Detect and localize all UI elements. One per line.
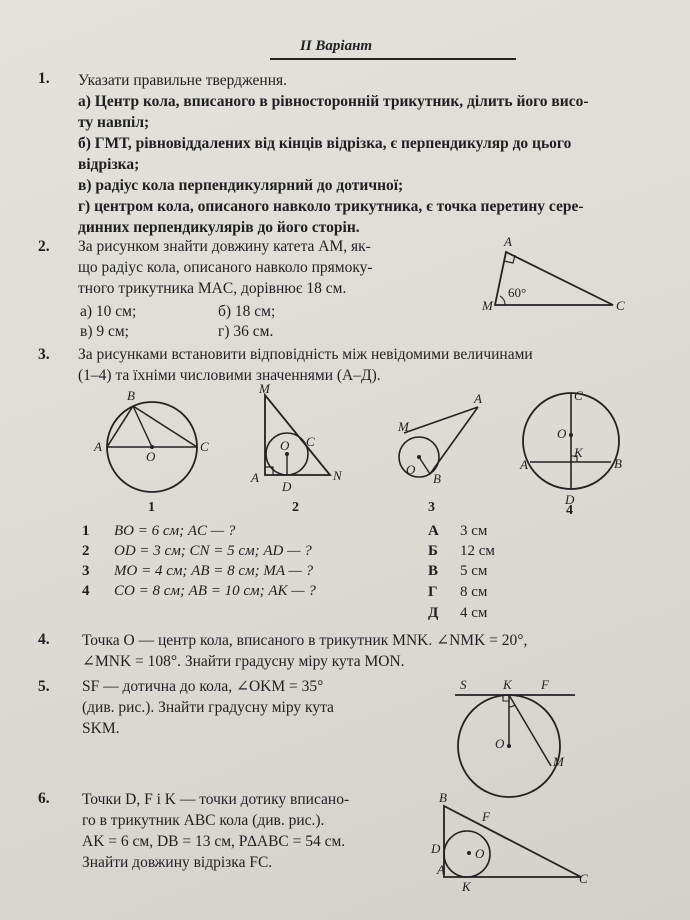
match-row: [82, 583, 316, 600]
label-m: M: [553, 754, 564, 769]
option-row: [428, 605, 487, 622]
task-1-line: б) ГМТ, рівновіддалених від кінців відрізка, є перпендикуляр до цього: [78, 135, 572, 152]
label-c: C: [579, 871, 588, 886]
task-6-number: 6.: [38, 790, 50, 807]
match-row-condition: CO = 8 см; AB = 10 см; AK — ?: [114, 583, 316, 599]
label-b: B: [127, 388, 135, 403]
task-3-figure-4: [510, 380, 635, 505]
match-row: [82, 563, 313, 580]
label-d: D: [565, 492, 575, 505]
label-n: N: [333, 468, 342, 483]
match-row: [82, 523, 235, 540]
label-a: A: [504, 234, 512, 249]
task-3-line: За рисунками встановити відповідність між невідомими величинами: [78, 346, 533, 363]
label-b: B: [439, 790, 447, 805]
task-6-line: Знайти довжину відрізка FC.: [82, 854, 273, 871]
task-2-line: що радіус кола, описаного навколо прямоку-: [78, 259, 373, 276]
chord-ba: [107, 406, 133, 447]
task-1-text: [78, 70, 643, 238]
task-5-line: SF — дотична до кола, ∠OKM = 35°: [82, 678, 324, 695]
task-2-line: тного трикутника MAC, дорівнює 18 см.: [78, 280, 347, 297]
label-f: F: [482, 809, 490, 824]
option-value: 4 см: [460, 605, 488, 621]
task-2-figure: [450, 228, 630, 318]
label-a: A: [474, 391, 482, 406]
option-key: Г: [428, 584, 438, 600]
task-2-answer-d: г) 36 см.: [218, 323, 274, 340]
label-c: C: [306, 434, 315, 449]
label-o: O: [146, 449, 156, 464]
match-row-key: 4: [82, 583, 90, 599]
center-point: [417, 455, 421, 459]
label-m: M: [398, 419, 409, 434]
task-5-line: (див. рис.). Знайти градусну міру кута: [82, 699, 334, 716]
chord-km: [509, 695, 551, 766]
task-6-line: Точки D, F і K — точки дотику вписано-: [82, 791, 350, 808]
task-4-text: [82, 630, 642, 672]
label-o: O: [280, 438, 290, 453]
match-row-condition: BO = 6 см; AC — ?: [114, 523, 236, 539]
option-row: [428, 523, 487, 540]
task-5-line: SKM.: [82, 720, 120, 737]
label-m: M: [482, 298, 493, 313]
task-2-text: [78, 236, 438, 299]
task-2-answer-b: б) 18 см;: [218, 303, 276, 320]
center-point: [467, 851, 471, 855]
task-5-number: 5.: [38, 678, 50, 695]
label-c: C: [200, 439, 209, 454]
task-4-line: ∠MNK = 108°. Знайти градусну міру кута MON.: [82, 653, 405, 670]
task-1-line: відрізка;: [78, 156, 140, 173]
figure-3-caption: 3: [428, 500, 435, 515]
task-3-number: 3.: [38, 346, 50, 363]
task-4-line: Точка O — центр кола, вписаного в трикутник MNK. ∠NMK = 20°,: [82, 632, 528, 649]
center-point: [507, 744, 511, 748]
label-c: C: [574, 388, 583, 403]
task-4-number: 4.: [38, 631, 50, 648]
label-m: M: [259, 382, 270, 396]
triangle-abc: [444, 806, 581, 877]
label-o: O: [406, 462, 416, 477]
label-a: A: [437, 862, 445, 877]
option-row: [428, 584, 487, 601]
option-value: 5 см: [460, 563, 488, 579]
label-k: K: [574, 445, 583, 460]
option-row: [428, 563, 487, 580]
option-value: 12 см: [460, 543, 495, 559]
figure-1-caption: 1: [148, 500, 155, 515]
label-o: O: [475, 846, 485, 861]
task-1-line: ту навпіл;: [78, 114, 150, 131]
match-row-key: 1: [82, 523, 90, 539]
match-row-key: 3: [82, 563, 90, 579]
task-1-line: г) центром кола, описаного навколо трикутника, є точка перетину сере-: [78, 198, 584, 215]
angle-label: 60°: [508, 285, 527, 300]
match-row-condition: OD = 3 см; CN = 5 см; AD — ?: [114, 543, 312, 559]
task-6-line: AK = 6 см, DB = 13 см, P∆ABC = 54 см.: [82, 833, 346, 850]
radius-ob: [419, 457, 430, 474]
tangent-ab: [430, 407, 478, 474]
angle-arc: [509, 705, 515, 707]
center-point: [569, 433, 573, 437]
option-key: А: [428, 523, 439, 539]
option-value: 3 см: [460, 523, 488, 539]
match-row-condition: MO = 4 см; AB = 8 см; MA — ?: [114, 563, 314, 579]
task-3-figure-1: [90, 385, 220, 505]
label-d: D: [431, 841, 441, 856]
tangent-ma: [404, 407, 478, 433]
figure-2-caption: 2: [292, 500, 299, 515]
task-2-line: За рисунком знайти довжину катета AM, як-: [78, 238, 371, 255]
label-f: F: [541, 677, 549, 692]
task-3-line: (1–4) та їхніми числовими значеннями (А–Д).: [78, 367, 381, 384]
task-1-line: в) радіус кола перпендикулярний до дотичної;: [78, 177, 404, 194]
task-1-line: динних перпендикулярів до його сторін.: [78, 219, 360, 236]
option-key: Б: [428, 543, 438, 559]
task-1-number: 1.: [38, 70, 50, 87]
option-key: Д: [428, 605, 439, 621]
option-row: [428, 543, 495, 560]
label-d: D: [282, 479, 292, 494]
label-k: K: [503, 677, 512, 692]
angle-arc: [500, 296, 505, 305]
task-2-answer-a: а) 10 см;: [80, 303, 137, 320]
label-b: B: [433, 471, 441, 486]
match-row-key: 2: [82, 543, 90, 559]
label-s: S: [460, 677, 467, 692]
task-2-number: 2.: [38, 238, 50, 255]
option-value: 8 см: [460, 584, 488, 600]
label-a: A: [520, 457, 528, 472]
task-2-answer-c: в) 9 см;: [80, 323, 129, 340]
task-6-line: го в трикутник ABC кола (див. рис.).: [82, 812, 325, 829]
title-underline: [270, 58, 516, 60]
task-6-figure: [422, 790, 602, 900]
label-a: A: [94, 439, 102, 454]
label-k: K: [462, 879, 471, 894]
page-title: II Варіант: [300, 38, 373, 54]
task-6-text: [82, 789, 402, 873]
label-o: O: [557, 426, 567, 441]
task-3-figure-2: [248, 382, 358, 497]
task-3-figure-3: [390, 385, 505, 495]
option-key: В: [428, 563, 439, 579]
task-5-text: [82, 676, 402, 739]
task-1-line: Указати правильне твердження.: [78, 72, 288, 89]
label-o: O: [495, 736, 505, 751]
task-5-figure: [445, 676, 585, 801]
task-1-line: а) Центр кола, вписаного в рівносторонній трикутник, ділить його висо-: [78, 93, 589, 110]
label-c: C: [616, 298, 625, 313]
label-a: A: [251, 470, 259, 485]
figure-4-caption: 4: [566, 503, 573, 518]
match-row: [82, 543, 312, 560]
label-b: B: [614, 456, 622, 471]
